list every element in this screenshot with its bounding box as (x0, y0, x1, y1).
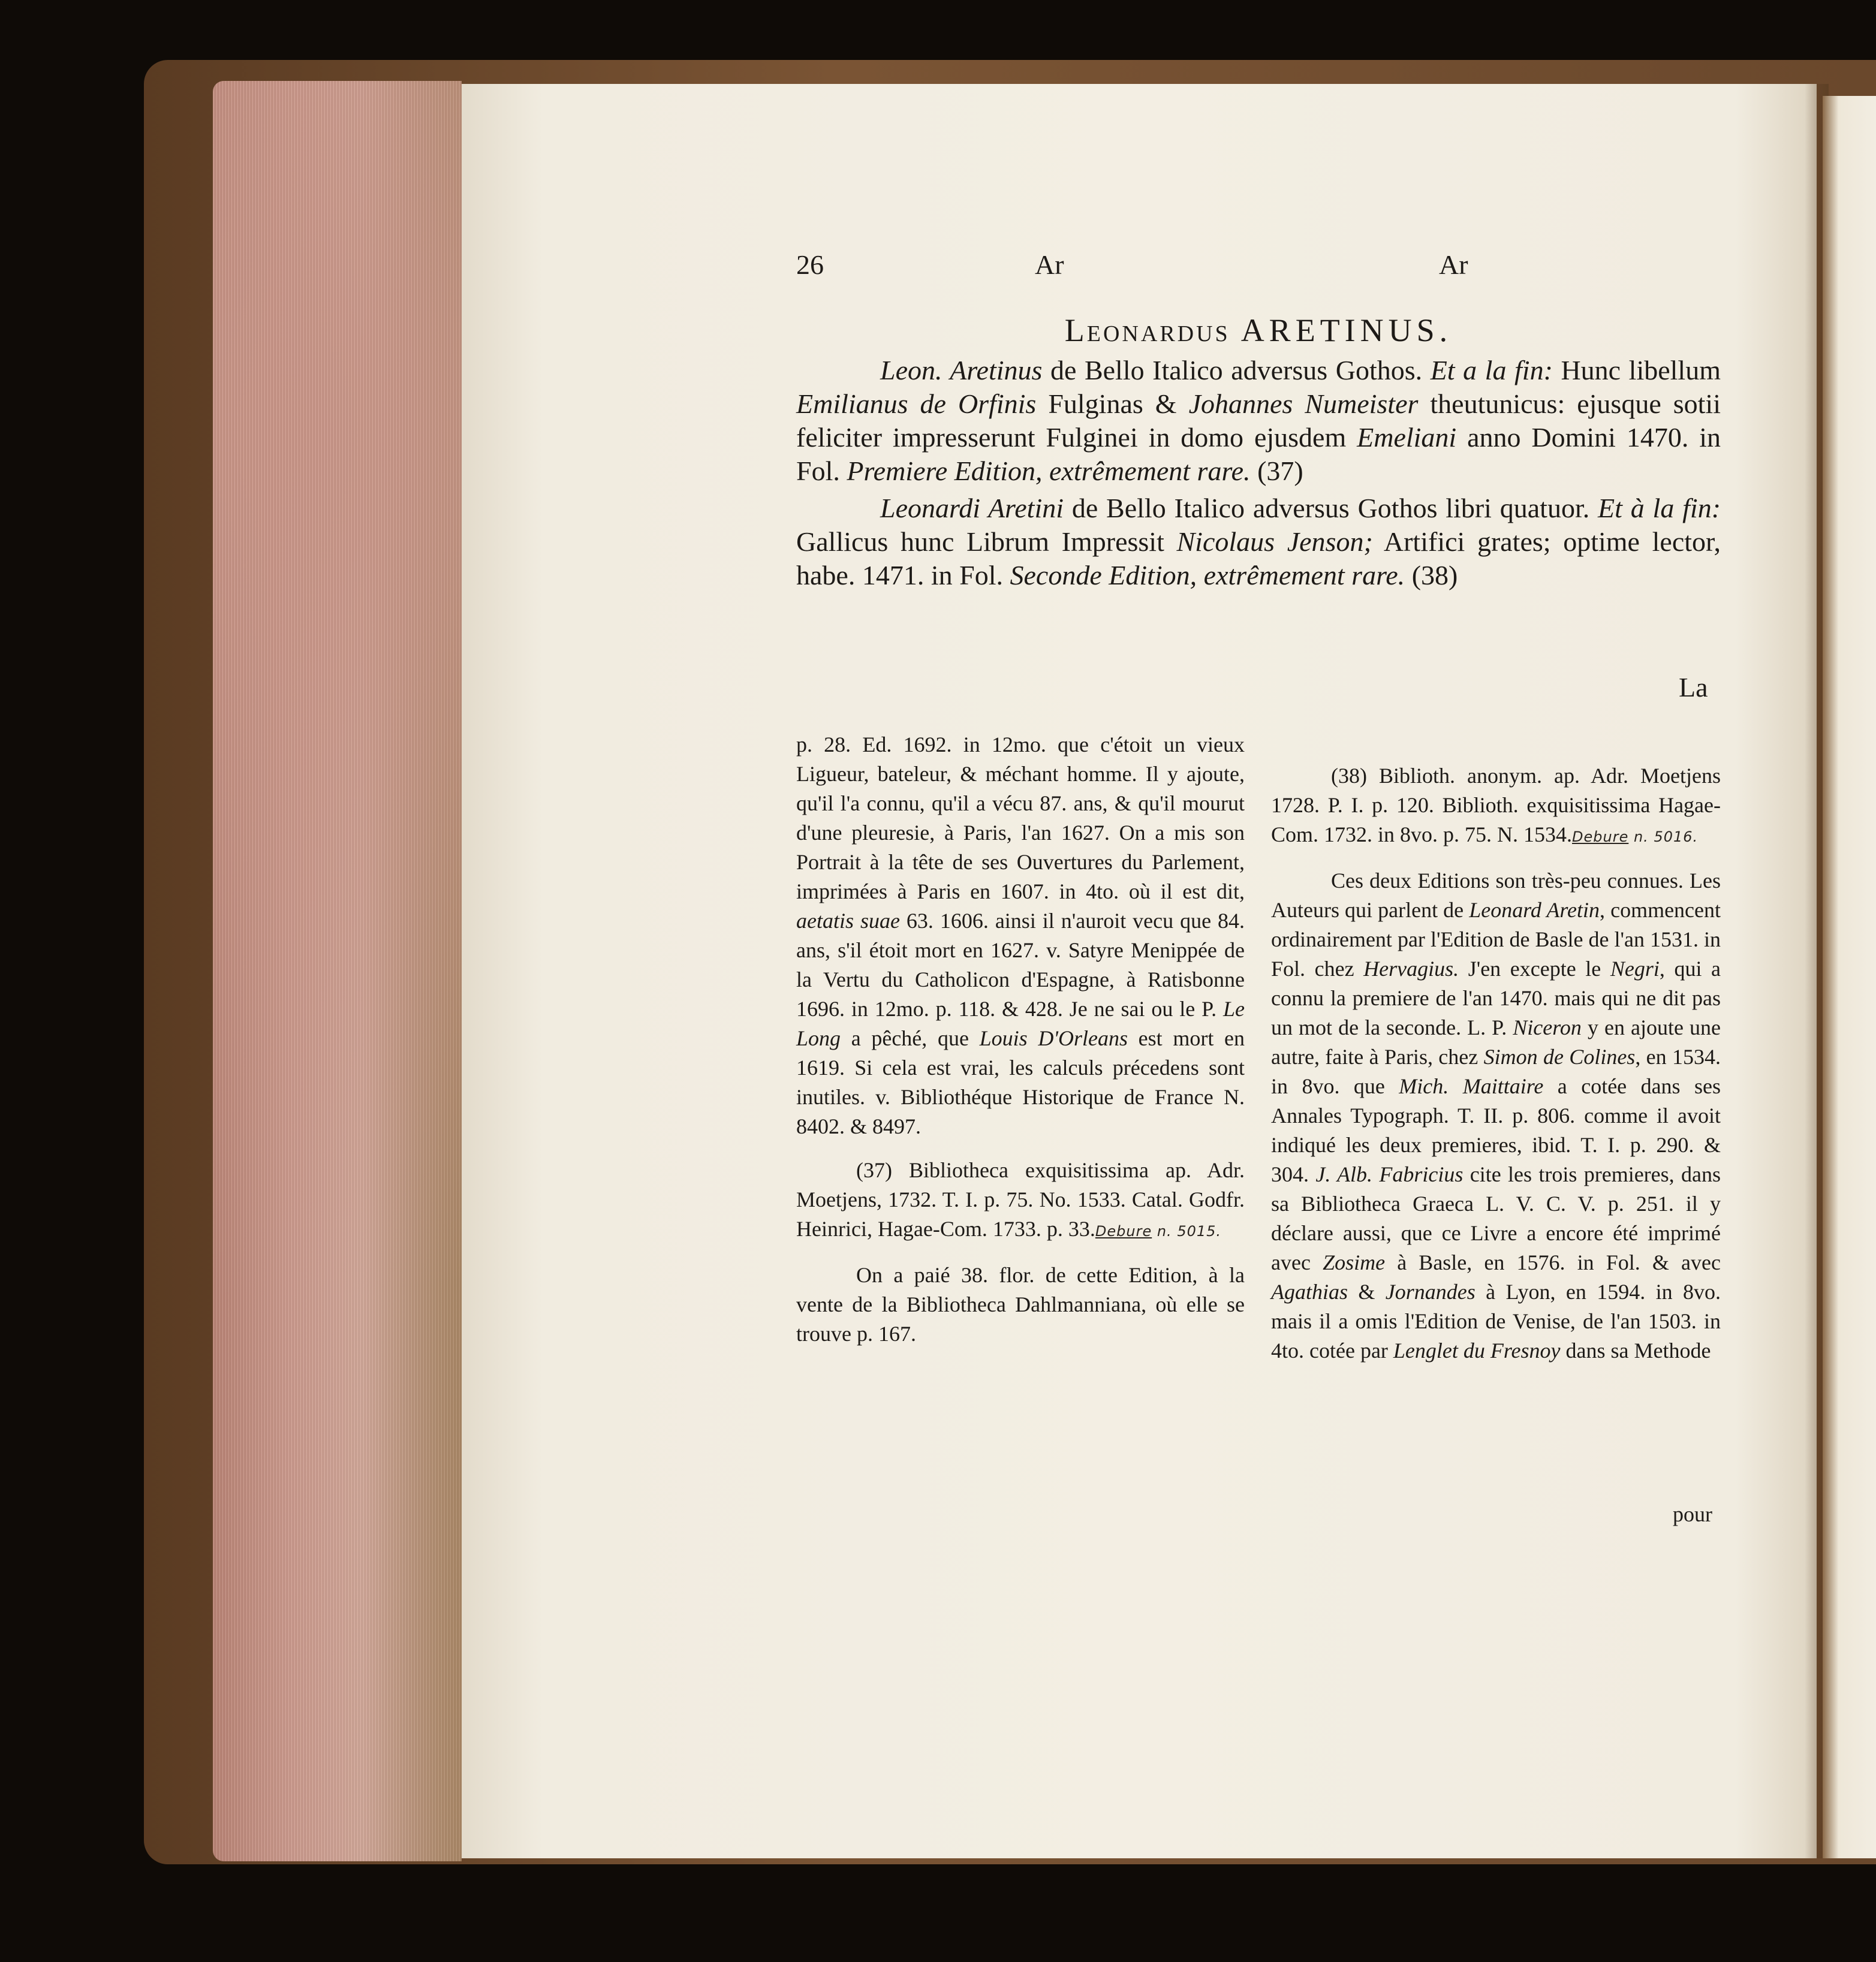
entry-1-note: Premiere Edition, extrêmement rare. (847, 456, 1251, 486)
entry-title (796, 312, 1721, 354)
main-entries (796, 354, 1721, 596)
footnote-text: p. 28. Ed. 1692. in 12mo. que c'étoit un vieux Ligueur, bateleur, & méchant homme. Il y ajoute, qu'il l'a connu, qu'il a vécu 87. ans, & qu'il mourut d'une pleuresie, à Paris, l'an 1627. On a mis son Portrait à la tête de ses Ouvertures du Parlement, imprimées à Paris en 1607. in 4to. où il est dit, (796, 733, 1245, 903)
footnote-text: J'en excepte le (1459, 957, 1610, 981)
entry-1-text: anno Domini 1470. in Fol. (796, 422, 1721, 486)
entry-2-ref: (38) (1405, 560, 1458, 590)
running-head (796, 249, 1721, 285)
footnote-italic: Lenglet du Fresnoy (1393, 1339, 1561, 1363)
footnote-paragraph (1271, 866, 1721, 1366)
footnote-text: à Basle, en 1576. in Fol. & avec (1385, 1250, 1721, 1274)
annotation-number: n. 5015. (1152, 1223, 1222, 1240)
catchword-column: pour (1673, 1502, 1712, 1526)
footnote-italic: Hervagius. (1363, 957, 1459, 981)
facing-page-edge (1823, 96, 1876, 1858)
entry-1-text: theutunicus: ejusque sotii feliciter impresserunt Fulginei in domo ejusdem (796, 388, 1721, 453)
footnote-italic: Agathias (1271, 1280, 1348, 1304)
handwritten-annotation (1095, 1223, 1221, 1240)
footnote-text: a cotée dans ses Annales Typograph. T. II. p. 806. comme il avoit indiqué les deux premieres, ibid. T. I. p. 290. & 304. (1271, 1074, 1721, 1186)
entry-1-text: de Bello Italico adversus Gothos. (1042, 355, 1431, 385)
annotation-name: Debure (1095, 1223, 1152, 1240)
annotation-number: n. 5016. (1628, 828, 1699, 845)
footnote-text: à Lyon, en 1594. in 8vo. mais il a omis l'Edition de Venise, de l'an 1503. in 4to. cotée par (1271, 1280, 1721, 1363)
annotation-name: Debure (1572, 828, 1629, 845)
footnote-italic: Simon de Colines (1483, 1045, 1636, 1069)
footnote-italic: Louis D'Orleans (979, 1026, 1128, 1050)
footnote-38 (1271, 761, 1721, 852)
footnote-paragraph (796, 730, 1245, 1141)
footnote-text: Ces deux Editions son très-peu connues. Les Auteurs qui parlent de (1271, 869, 1721, 922)
title-surname: ARETINUS. (1240, 312, 1453, 348)
handwritten-annotation (1572, 828, 1698, 845)
entry-2-printer: Nicolaus Jenson; (1176, 526, 1373, 557)
footnote-text: , en 1534. in 8vo. que (1271, 1045, 1721, 1098)
guide-word-right: Ar (1439, 249, 1468, 280)
footnote-text: & (1348, 1280, 1386, 1304)
entry-2-note: Seconde Edition, extrêmement rare. (1010, 560, 1405, 590)
entry-1-label: Et a la fin: (1430, 355, 1553, 385)
footnote-text: cite les trois premieres, dans sa Bibliotheca Graeca L. V. C. V. p. 251. il y déclare aussi, que ce Livre a encore été imprimé avec (1271, 1162, 1721, 1274)
footnote-text: (37) Bibliotheca exquisitissima ap. Adr. Moetjens, 1732. T. I. p. 75. No. 1533. Catal. Godfr. Heinrici, Hagae-Com. 1733. p. 33. (796, 1158, 1245, 1241)
catchword-main: La (1679, 672, 1708, 703)
footnote-text: , qui a connu la premiere de l'an 1470. mais qui ne dit pas un mot de la seconde. L. P. (1271, 957, 1721, 1039)
entry-2 (796, 492, 1721, 592)
footnote-italic: Leonard Aretin (1469, 898, 1600, 922)
guide-word-left: Ar (1035, 249, 1064, 280)
footnote-text: a pêché, que (841, 1026, 980, 1050)
footnote-column-left (796, 730, 1245, 1363)
page-edges (213, 81, 462, 1861)
title-forename: Leonardus (1064, 312, 1230, 348)
footnote-text: (38) Biblioth. anonym. ap. Adr. Moetjens 1728. P. I. p. 120. Biblioth. exquisitissima Hagae-Com. 1732. in 8vo. p. 75. N. 1534. (1271, 764, 1721, 846)
footnote-37 (796, 1156, 1245, 1246)
entry-2-text: de Bello Italico adversus Gothos libri quatuor. (1064, 493, 1598, 523)
footnote-paragraph: On a paié 38. flor. de cette Edition, à la vente de la Bibliotheca Dahlmanniana, où elle se trouve p. 167. (796, 1263, 1245, 1346)
footnote-italic: Zosime (1323, 1250, 1386, 1274)
page-number: 26 (796, 249, 824, 280)
entry-2-author: Leonardi Aretini (880, 493, 1064, 523)
entry-1-ref: (37) (1250, 456, 1303, 486)
entry-2-text: Artifici grates; optime lector, habe. 1471. in Fol. (796, 526, 1721, 590)
footnote-italic: Mich. Maittaire (1399, 1074, 1544, 1098)
footnote-text: 63. 1606. ainsi il n'auroit vecu que 84. ans, s'il étoit mort en 1627. v. Satyre Menippée de la Vertu du Catholicon d'Espagne, à Ratisbonne 1696. in 12mo. p. 118. & 428. Je ne sai ou le P. (796, 909, 1245, 1021)
footnote-text: est mort en 1619. Si cela est vrai, les calculs précedens sont inutiles. v. Bibliothéque Historique de France N. 8402. & 8497. (796, 1026, 1245, 1138)
footnote-italic: Negri (1610, 957, 1660, 981)
entry-1-author: Leon. Aretinus (880, 355, 1043, 385)
footnote-italic: Jornandes (1385, 1280, 1475, 1304)
entry-1-printer: Emilianus de Orfinis (796, 388, 1037, 419)
entry-1-printer: Emeliani (1357, 422, 1457, 453)
footnote-italic: aetatis suae (796, 909, 900, 933)
entry-1-text: Hunc libellum (1552, 355, 1721, 385)
footnote-text: , commencent ordinairement par l'Edition de Basle de l'an 1531. in Fol. chez (1271, 898, 1721, 981)
entry-1-text: Fulginas & (1036, 388, 1189, 419)
footnote-italic: Niceron (1513, 1015, 1582, 1039)
footnote-italic: J. Alb. Fabricius (1315, 1162, 1464, 1186)
entry-2-text: Gallicus hunc Librum Impressit (796, 526, 1177, 557)
footnote-italic: Le Long (796, 997, 1245, 1050)
footnote-text: dans sa Methode (1560, 1339, 1711, 1363)
footnote-column-right (1271, 761, 1721, 1380)
entry-2-label: Et à la fin: (1598, 493, 1721, 523)
entry-1-printer: Johannes Numeister (1188, 388, 1419, 419)
entry-1 (796, 354, 1721, 488)
footnote-text: y en ajoute une autre, faite à Paris, chez (1271, 1015, 1721, 1069)
